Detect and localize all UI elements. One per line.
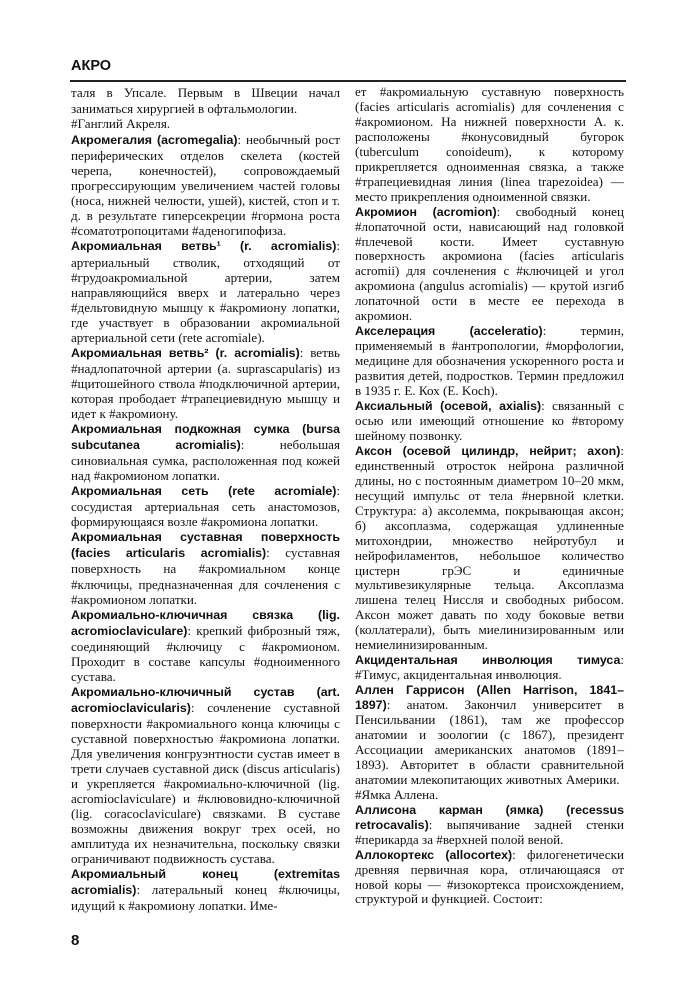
entry-term: Аллокортекс (allocortex) bbox=[355, 847, 513, 862]
entry-body: : суставная поверхность на #акромиальном конце #ключицы, предназначенная для сочленения с #акромионом лопатки. bbox=[71, 545, 340, 607]
entry-body: : выпячивание задней стенки #перикарда за #верхней полой веной. bbox=[355, 816, 624, 847]
entry-term: Аллисона карман (ямка) (recessus retrocavalis) bbox=[355, 802, 624, 832]
entry bbox=[71, 607, 340, 684]
entry bbox=[71, 85, 340, 116]
entry-term: Акромиальный конец (extremitas acromialis) bbox=[71, 867, 340, 898]
entry-body: : ветвь #надлопаточной артерии (a. suprascapularis) из #щитошейного ствола #подключичной артерии, которая прободает #трапециевидную мышцу и идет к #акромиону. bbox=[71, 344, 340, 421]
entry bbox=[355, 803, 624, 848]
entry bbox=[71, 116, 340, 132]
entry-body: ет #акромиальную суставную поверхность (facies articularis acromialis) для сочленения с #акромионом. На нижней поверхности А. к. расположены #конусовидный бугорок (tuberculum conoideum), к которому прикрепляется одноименная связка, а также #трапециевидная линия (linea trapezoidea) — место прикрепления одноименной связки. bbox=[355, 84, 624, 204]
entry-term: Акромиальная ветвь² (r. acromialis) bbox=[71, 345, 300, 360]
entry bbox=[355, 205, 624, 325]
entry-body: : единственный отросток нейрона различной длины, но с постоянным диаметром 10–20 мкм, несущий импульс от тела #нервной клетки. Структура: а) аксолемма, покрывающая аксон; б) аксоплазма, содержащая удлиненные митохондрии, множество нейротубул и нейрофиламентов, небольшое количество цистерн грЭС и единичные мультивезикулярные тельца. Аксоплазма лишена телец Ниссля и свободных рибосом. Аксон может давать по ходу боковые ветви (коллатерали), быть миелинизированным или немиелинизированным. bbox=[355, 442, 624, 653]
entry-body: : крепкий фиброзный тяж, соединяющий #ключицу с #акромионом. Проходит в составе капсулы #одноименного сустава. bbox=[71, 622, 340, 684]
page-number: 8 bbox=[71, 932, 80, 949]
entry-term: Акцидентальная инволюция тимуса bbox=[355, 653, 621, 668]
entry-term: Акселерация (acceleratio) bbox=[355, 324, 543, 339]
entry-body: : #Тимус, акцидентальная инволюция. bbox=[355, 652, 624, 683]
entry-body: : сосудистая артериальная сеть анастомозов, формирующаяся возле #акромиона лопатки. bbox=[71, 483, 340, 530]
page-header-title: АКРО bbox=[71, 58, 112, 74]
entry bbox=[71, 345, 340, 421]
entry-body: : свободный конец #лопаточной ости, нависающий над головкой #плечевой кости. Имеет суставную поверхность акромиона (facies articularis acromii) для сочленения с #ключицей и угол акромиона (angulus acromialis) — крутой изгиб лопаточной ости в месте ее перехода в акромион. bbox=[355, 203, 624, 324]
entry-term: Акромиальная ветвь¹ (r. acromialis) bbox=[71, 239, 337, 254]
entry-term: Акромиально-ключичный сустав (art. acromioclavicularis) bbox=[71, 684, 340, 715]
entry bbox=[355, 653, 624, 683]
entry bbox=[71, 132, 340, 238]
entry-term: Акромиально-ключичная связка (lig. acromioclaviculare) bbox=[71, 607, 340, 638]
entry-term: Акромион (acromion) bbox=[355, 204, 497, 219]
entry bbox=[71, 529, 340, 606]
entry-body: : связанный с осью или имеющий отношение ко #второму шейному позвонку. bbox=[355, 398, 624, 443]
entry bbox=[71, 684, 340, 867]
entry-body: : филогенетически древняя первичная кора, отличающаяся от новой коры — #изокортекса происхождением, структурой и функцией. Состоит: bbox=[355, 846, 624, 907]
entry-body: : латеральный конец #ключицы, идущий к #акромиону лопатки. Име- bbox=[71, 882, 340, 914]
entry-body: #Ямка Аллена. bbox=[355, 786, 439, 802]
entry bbox=[355, 444, 624, 653]
entry-body: : термин, применяемый в #антропологии, #морфологии, медицине для обозначения ускоренного роста и развития детей, подростков. Термин предложил в 1935 г. Е. Кох (E. Koch). bbox=[355, 323, 625, 399]
entry-body: #Ганглий Акреля. bbox=[71, 116, 171, 132]
entry-body: : артериальный стволик, отходящий от #грудоакромиальной артерии, затем направляющийся вверх и латерально через #дельтовидную мышцу к #акромиону лопатки, где участвует в образовании акромиальной артериальной сети (rete acromiale). bbox=[71, 238, 340, 345]
entry-term: Аллен Гаррисон (Allen Harrison, 1841–1897) bbox=[355, 683, 624, 713]
entry bbox=[71, 866, 340, 913]
right-column bbox=[355, 85, 624, 907]
entry bbox=[71, 238, 340, 344]
entry-term: Акромиальная сеть (rete acromiale) bbox=[71, 484, 337, 499]
entry bbox=[355, 848, 624, 908]
entry-term: Акромиальная подкожная сумка (bursa subcutanea acromialis) bbox=[71, 422, 340, 453]
entry-body: : сочленение суставной поверхности #акромиального конца ключицы с суставной поверхностью #акромиона лопатки. Для увеличения конгруэнтности сустав имеет в трети случаев суставной диск (discus articularis) и укрепляется #акромиально-ключичной (lig. acromioclaviculare) и #клювовидно-ключичной (lig. coracoclaviculare) связками. В суставе возможны движения вокруг трех осей, но амплитуда их незначительна, поскольку связки ограничивают подвижность сустава. bbox=[71, 699, 340, 867]
entry bbox=[355, 683, 624, 788]
entry-body: : небольшая синовиальная сумка, расположенная под кожей над #акромионом лопатки. bbox=[71, 437, 340, 484]
entry bbox=[355, 399, 624, 444]
entry-body: : необычный рост периферических отделов скелета (костей черепа, конечностей), сопровождаемый прогрессирующим увеличением частей головы (носа, нижней челюсти, ушей), кистей, стоп и т. д. в результате гиперсекреции #гормона роста #соматотропоцитами #аденогипофиза. bbox=[71, 132, 340, 239]
entry bbox=[355, 324, 624, 399]
entry bbox=[71, 421, 340, 483]
entry bbox=[355, 85, 624, 205]
entry-term: Акромегалия (acromegalia) bbox=[71, 133, 238, 148]
entry-body: таля в Упсале. Первым в Швеции начал заниматься хирургией в офтальмологии. bbox=[71, 85, 340, 117]
entry-term: Аксиальный (осевой, axialis) bbox=[355, 399, 542, 414]
header-rule bbox=[70, 80, 626, 82]
entry-term: Аксон (осевой цилиндр, нейрит; axon) bbox=[355, 443, 621, 458]
left-column bbox=[71, 85, 340, 914]
entry-body: : анатом. Закончил университет в Пенсильвании (1861), там же профессор анатомии и зоологии (с 1867), президент Ассоциации американских анатомов (1891–1893). Авторитет в области сравнительной анатомии млекопитающих животных Америки. bbox=[355, 697, 624, 787]
entry bbox=[71, 483, 340, 529]
entry bbox=[355, 788, 624, 803]
entry-term: Акромиальная суставная поверхность (facies articularis acromialis) bbox=[71, 530, 340, 561]
